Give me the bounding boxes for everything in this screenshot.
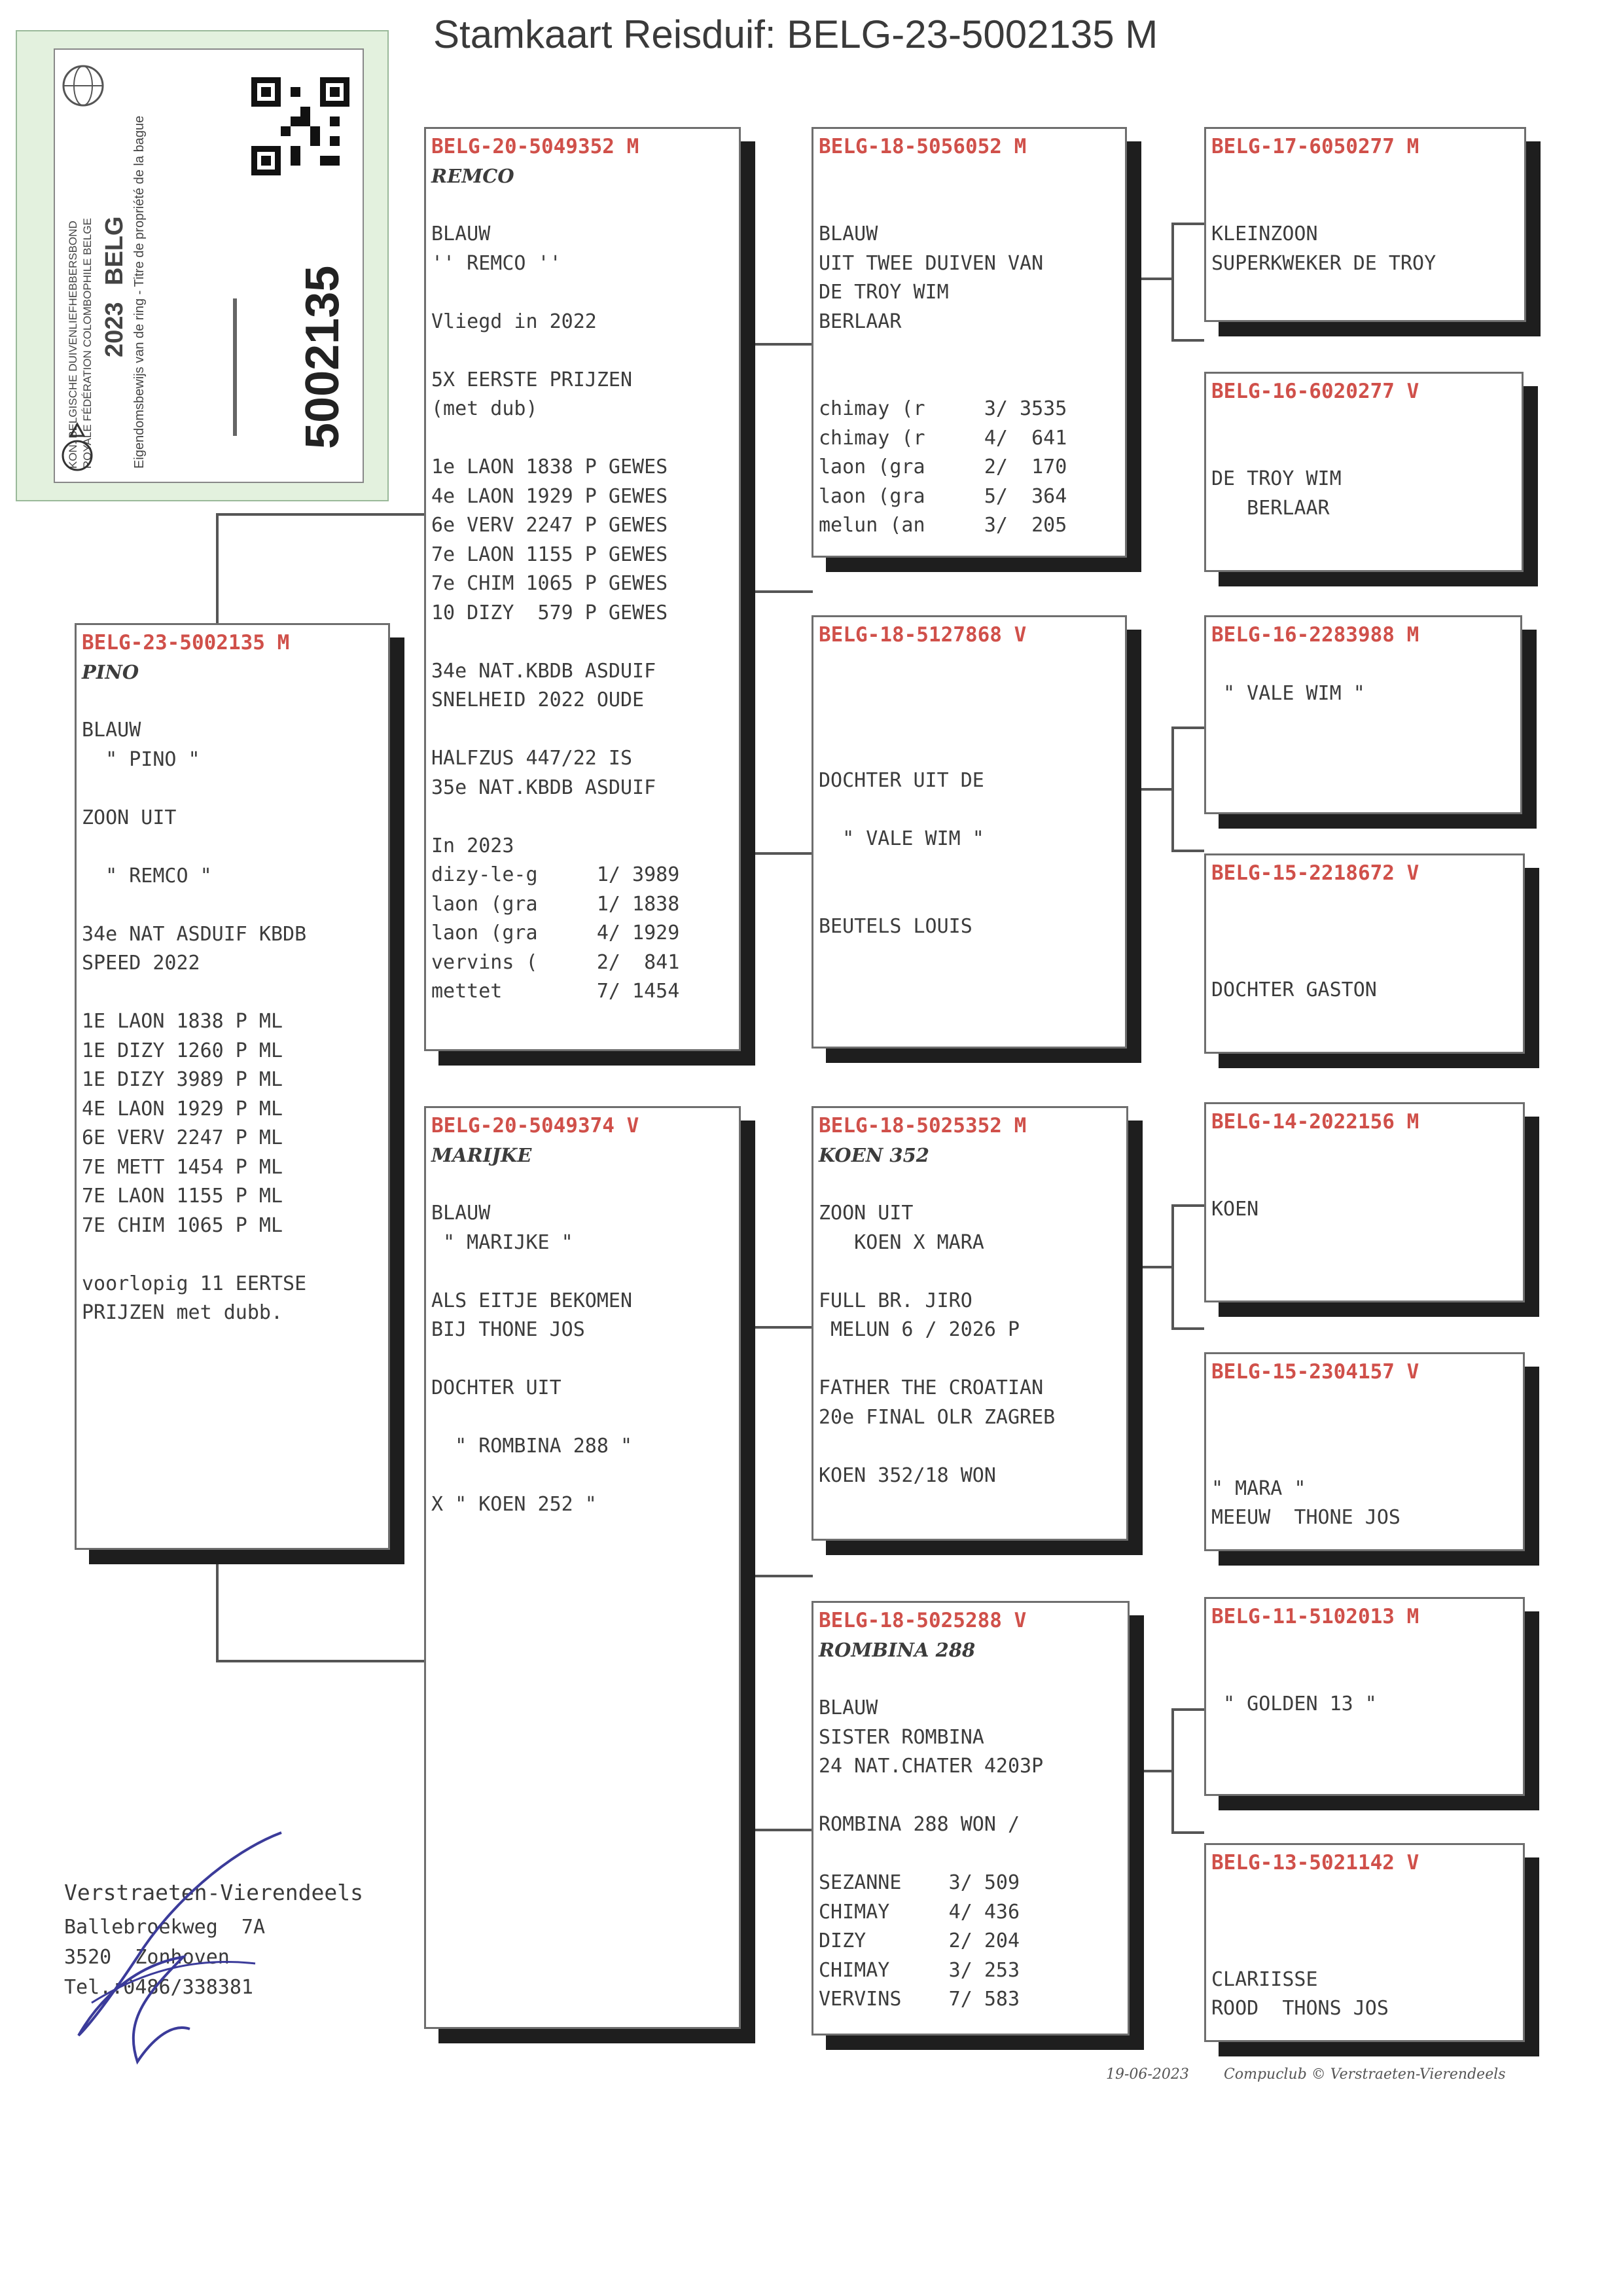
card-line — [431, 715, 739, 745]
signature-icon — [65, 1826, 288, 2075]
owner-name: Verstraeten-Vierendeels — [64, 1880, 363, 1905]
card-line: 7E CHIM 1065 P ML — [82, 1213, 283, 1237]
connector — [1132, 1770, 1173, 1772]
card-dam-dam — [812, 1601, 1130, 2036]
connector — [1171, 1204, 1204, 1207]
connector — [751, 1829, 812, 1831]
ring-number: BELG-15-2304157 V — [1211, 1360, 1419, 1384]
card-line: FATHER THE CROATIAN — [819, 1376, 1044, 1399]
card-line: KOEN X MARA — [819, 1230, 984, 1254]
ring-number: BELG-16-6020277 V — [1211, 380, 1419, 403]
connector — [1171, 1831, 1204, 1834]
card-line: VERVINS 7/ 583 — [819, 1988, 1020, 2011]
card-line: 10 DIZY 579 P GEWES — [431, 601, 668, 624]
card-line — [1211, 1632, 1523, 1661]
card-sire-dam — [812, 615, 1127, 1049]
card-line: DOCHTER UIT DE — [819, 769, 984, 792]
card-line — [1211, 1445, 1523, 1475]
connector — [1171, 726, 1204, 729]
card-line: 7E METT 1454 P ML — [82, 1155, 283, 1179]
card-line — [819, 708, 1125, 738]
connector — [751, 1326, 754, 1830]
card-line: ZOON UIT — [82, 806, 177, 829]
card-sire-sire-sire — [1204, 127, 1526, 322]
card-line: voorlopig 11 EERTSE — [82, 1272, 307, 1295]
pigeon-name: KOEN 352 — [819, 1144, 929, 1166]
card-line: ZOON UIT — [819, 1202, 914, 1225]
card-line — [1211, 1878, 1523, 1907]
card-line — [819, 162, 1125, 191]
card-line: DE TROY WIM — [1211, 467, 1342, 490]
card-line: BLAUW — [431, 1202, 491, 1225]
card-line: 6E VERV 2247 P ML — [82, 1126, 283, 1149]
cert-org-nl: KON. BELGISCHE DUIVENLIEFHEBBERSBOND — [67, 221, 79, 469]
card-line: dizy-le-g 1/ 3989 — [431, 863, 680, 886]
connector — [1171, 1327, 1204, 1330]
connector — [751, 1326, 812, 1329]
card-dam-dam-dam — [1204, 1843, 1525, 2042]
connector — [1171, 339, 1204, 342]
card-line — [819, 336, 1125, 366]
card-line: BLAUW — [819, 1696, 878, 1719]
card-line — [431, 336, 739, 366]
card-line — [1211, 406, 1522, 436]
card-line: CHIMAY 4/ 436 — [819, 1900, 1020, 1924]
card-line — [1211, 1661, 1523, 1691]
card-line — [819, 883, 1125, 912]
card-line — [1211, 162, 1524, 191]
ring-number: BELG-13-5021142 V — [1211, 1851, 1419, 1874]
card-line — [1211, 1387, 1523, 1416]
globe-icon — [60, 63, 106, 109]
card-line: melun (an 3/ 205 — [819, 514, 1067, 537]
card-line: 4e LAON 1929 P GEWES — [431, 484, 668, 508]
card-line: " VALE WIM " — [819, 827, 984, 850]
card-line — [431, 628, 739, 657]
card-line: BLAUW — [819, 223, 878, 245]
card-line — [819, 1170, 1126, 1200]
card-line — [1211, 1907, 1523, 1937]
card-line: PRIJZEN met dubb. — [82, 1301, 283, 1324]
card-line: 1e LAON 1838 P GEWES — [431, 456, 668, 478]
ring-number: BELG-18-5056052 M — [819, 135, 1027, 158]
card-line: 20e FINAL OLR ZAGREB — [819, 1405, 1056, 1429]
connector — [1171, 223, 1204, 225]
card-line: ROMBINA 288 WON / — [819, 1813, 1020, 1836]
footer-credit: Compuclub © Verstraeten-Vierendeels — [1224, 2066, 1506, 2083]
card-sire-sire-dam — [1204, 372, 1524, 572]
connector — [751, 343, 812, 346]
connector — [754, 590, 813, 593]
cert-country: BELG — [101, 216, 128, 285]
card-line: '' REMCO '' — [431, 251, 562, 275]
card-line — [819, 650, 1125, 679]
card-line: X " KOEN 252 " — [431, 1493, 597, 1516]
card-line: MELUN 6 / 2026 P — [819, 1318, 1020, 1341]
card-line — [82, 833, 388, 862]
connector — [216, 513, 424, 516]
card-line: vervins ( 2/ 841 — [431, 950, 680, 974]
card-line: " GOLDEN 13 " — [1211, 1693, 1377, 1715]
owner-address-2: 3520 Zonhoven — [64, 1946, 230, 1969]
card-line — [1211, 650, 1520, 679]
ring-number: BELG-15-2218672 V — [1211, 861, 1419, 885]
ring-certificate — [16, 30, 389, 501]
card-line: SEZANNE 3/ 509 — [819, 1871, 1020, 1894]
card-line: BERLAAR — [819, 310, 902, 333]
cert-year: 2023 — [101, 302, 128, 357]
cert-stamp-line — [233, 298, 237, 436]
card-line: 7e CHIM 1065 P GEWES — [431, 572, 668, 595]
card-line — [1211, 436, 1522, 465]
card-line: 1E DIZY 1260 P ML — [82, 1039, 283, 1062]
card-line: 24 NAT.CHATER 4203P — [819, 1755, 1044, 1778]
connector — [751, 852, 812, 855]
card-line: BLAUW — [82, 719, 141, 742]
connector — [216, 1564, 219, 1661]
card-line: laon (gra 1/ 1838 — [431, 892, 680, 916]
card-dam-sire-dam — [1204, 1352, 1525, 1551]
card-line — [819, 1665, 1128, 1695]
card-dam-dam-sire — [1204, 1597, 1525, 1796]
connector — [216, 513, 219, 624]
card-line: " ROMBINA 288 " — [431, 1435, 633, 1458]
card-line — [819, 1782, 1128, 1811]
card-line — [82, 978, 388, 1008]
card-line: " MARA " — [1211, 1477, 1306, 1500]
card-line — [431, 1257, 739, 1287]
card-line: In 2023 — [431, 834, 514, 857]
card-line: laon (gra 4/ 1929 — [431, 922, 680, 944]
connector — [1171, 850, 1204, 852]
card-line — [82, 774, 388, 804]
card-line — [819, 1432, 1126, 1462]
card-line: " REMCO " — [82, 864, 212, 888]
card-line: 1E DIZY 3989 P ML — [82, 1068, 283, 1091]
card-line: SUPERKWEKER DE TROY — [1211, 251, 1436, 275]
card-line: laon (gra 5/ 364 — [819, 484, 1067, 508]
card-father — [424, 127, 741, 1051]
card-sire-dam-dam — [1204, 853, 1525, 1054]
card-line: UIT TWEE DUIVEN VAN — [819, 251, 1044, 275]
card-line — [819, 738, 1125, 767]
federation-logo-icon — [58, 416, 97, 475]
pigeon-name: MARIJKE — [431, 1144, 532, 1166]
card-line: 6e VERV 2247 P GEWES — [431, 514, 668, 537]
card-line: ALS EITJE BEKOMEN — [431, 1289, 633, 1312]
card-line — [819, 1257, 1126, 1287]
card-line: 1E LAON 1838 P ML — [82, 1010, 283, 1033]
connector — [1126, 278, 1173, 280]
cert-ring-number: 5002135 — [296, 265, 349, 449]
ring-number: BELG-20-5049374 V — [431, 1114, 639, 1138]
card-line: HALFZUS 447/22 IS — [431, 747, 633, 770]
card-line — [431, 802, 739, 832]
card-sire-sire — [812, 127, 1127, 558]
connector — [1171, 1708, 1204, 1711]
card-line: Vliegd in 2022 — [431, 310, 597, 333]
owner-phone: Tel.:0486/338381 — [64, 1976, 253, 1999]
card-line: 7e LAON 1155 P GEWES — [431, 543, 668, 566]
card-line — [819, 191, 1125, 221]
card-line: SPEED 2022 — [82, 952, 200, 975]
card-line: laon (gra 2/ 170 — [819, 456, 1067, 478]
card-line — [431, 424, 739, 454]
card-line: DIZY 2/ 204 — [819, 1929, 1020, 1952]
card-line: 4E LAON 1929 P ML — [82, 1097, 283, 1121]
card-line — [431, 1403, 739, 1433]
ring-number: BELG-23-5002135 M — [82, 631, 290, 655]
ring-number: BELG-17-6050277 M — [1211, 135, 1419, 158]
card-line — [819, 854, 1125, 884]
card-line: BEUTELS LOUIS — [819, 914, 972, 938]
card-line: 34e NAT ASDUIF KBDB — [82, 922, 307, 946]
card-line — [431, 1345, 739, 1374]
cert-org-fr: ROYALE FÉDÉRATION COLOMBOPHILE BELGE — [81, 218, 94, 469]
ring-certificate-inner — [54, 48, 364, 483]
card-line: KLEINZOON — [1211, 223, 1318, 245]
card-line: (met dub) — [431, 397, 538, 420]
card-line: CHIMAY 3/ 253 — [819, 1958, 1020, 1982]
card-line — [82, 1240, 388, 1270]
connector — [216, 1660, 424, 1662]
card-line: " MARIJKE " — [431, 1230, 573, 1254]
card-line — [1211, 1137, 1523, 1166]
card-line — [431, 191, 739, 221]
card-line — [819, 1840, 1128, 1869]
card-mother — [424, 1106, 741, 2029]
card-dam-sire-sire — [1204, 1102, 1525, 1302]
connector — [1171, 223, 1174, 340]
card-line: KOEN — [1211, 1198, 1259, 1221]
connector — [1132, 1266, 1173, 1268]
card-line — [1211, 1166, 1523, 1196]
card-line: CLARIISSE — [1211, 1967, 1318, 1991]
card-line — [1211, 946, 1523, 976]
card-line — [1211, 1416, 1523, 1446]
card-sire-dam-sire — [1204, 615, 1522, 814]
connector — [754, 1575, 813, 1577]
card-line: FULL BR. JIRO — [819, 1289, 972, 1312]
card-line — [819, 796, 1125, 825]
card-line: DE TROY WIM — [819, 281, 949, 304]
card-line: DOCHTER GASTON — [1211, 978, 1377, 1001]
card-line: chimay (r 4/ 641 — [819, 426, 1067, 450]
page-title: Stamkaart Reisduif: BELG-23-5002135 M — [433, 12, 1158, 56]
card-line — [82, 891, 388, 920]
card-line: mettet 7/ 1454 — [431, 980, 680, 1003]
card-line: 5X EERSTE PRIJZEN — [431, 368, 633, 391]
pigeon-name: PINO — [82, 661, 139, 683]
card-line: DOCHTER UIT — [431, 1376, 562, 1399]
ring-number: BELG-16-2283988 M — [1211, 623, 1419, 647]
connector — [1126, 788, 1173, 791]
card-line — [819, 366, 1125, 395]
card-line: " PINO " — [82, 747, 200, 771]
card-line: SNELHEID 2022 OUDE — [431, 689, 645, 711]
card-line: BLAUW — [431, 223, 491, 245]
card-line — [1211, 888, 1523, 918]
card-line: " VALE WIM " — [1211, 681, 1365, 705]
card-line — [819, 1345, 1126, 1374]
card-line — [82, 687, 388, 717]
connector — [751, 343, 754, 853]
card-dam-sire — [812, 1106, 1128, 1541]
qr-code-icon — [251, 77, 349, 175]
card-line: 34e NAT.KBDB ASDUIF — [431, 659, 656, 683]
card-line — [819, 679, 1125, 709]
cert-doc-title: Eigendomsbewijs van de ring - Titre de propriété de la bague — [132, 115, 147, 469]
card-line — [431, 1170, 739, 1200]
card-line: ROOD THONS JOS — [1211, 1997, 1389, 2020]
pigeon-name: ROMBINA 288 — [819, 1639, 976, 1661]
ring-number: BELG-14-2022156 M — [1211, 1110, 1419, 1134]
ring-number: BELG-18-5127868 V — [819, 623, 1027, 647]
card-line — [1211, 918, 1523, 947]
card-line: SISTER ROMBINA — [819, 1725, 984, 1749]
card-line: 7E LAON 1155 P ML — [82, 1185, 283, 1208]
card-line: MEEUW THONE JOS — [1211, 1506, 1400, 1529]
card-line: 35e NAT.KBDB ASDUIF — [431, 776, 656, 799]
pigeon-name: REMCO — [431, 165, 514, 187]
ring-number: BELG-18-5025288 V — [819, 1609, 1027, 1632]
ring-number: BELG-20-5049352 M — [431, 135, 639, 158]
card-line — [431, 1462, 739, 1491]
footer-date: 19-06-2023 — [1106, 2066, 1189, 2083]
card-line: BERLAAR — [1211, 496, 1330, 520]
card-line — [1211, 1936, 1523, 1965]
card-subject — [75, 623, 390, 1550]
card-line: KOEN 352/18 WON — [819, 1463, 996, 1487]
card-line: chimay (r 3/ 3535 — [819, 397, 1067, 420]
card-line — [1211, 191, 1524, 221]
card-line: BIJ THONE JOS — [431, 1318, 585, 1341]
ring-number: BELG-18-5025352 M — [819, 1114, 1027, 1138]
owner-address-1: Ballebroekweg 7A — [64, 1916, 266, 1939]
ring-number: BELG-11-5102013 M — [1211, 1605, 1419, 1628]
card-line — [431, 278, 739, 308]
